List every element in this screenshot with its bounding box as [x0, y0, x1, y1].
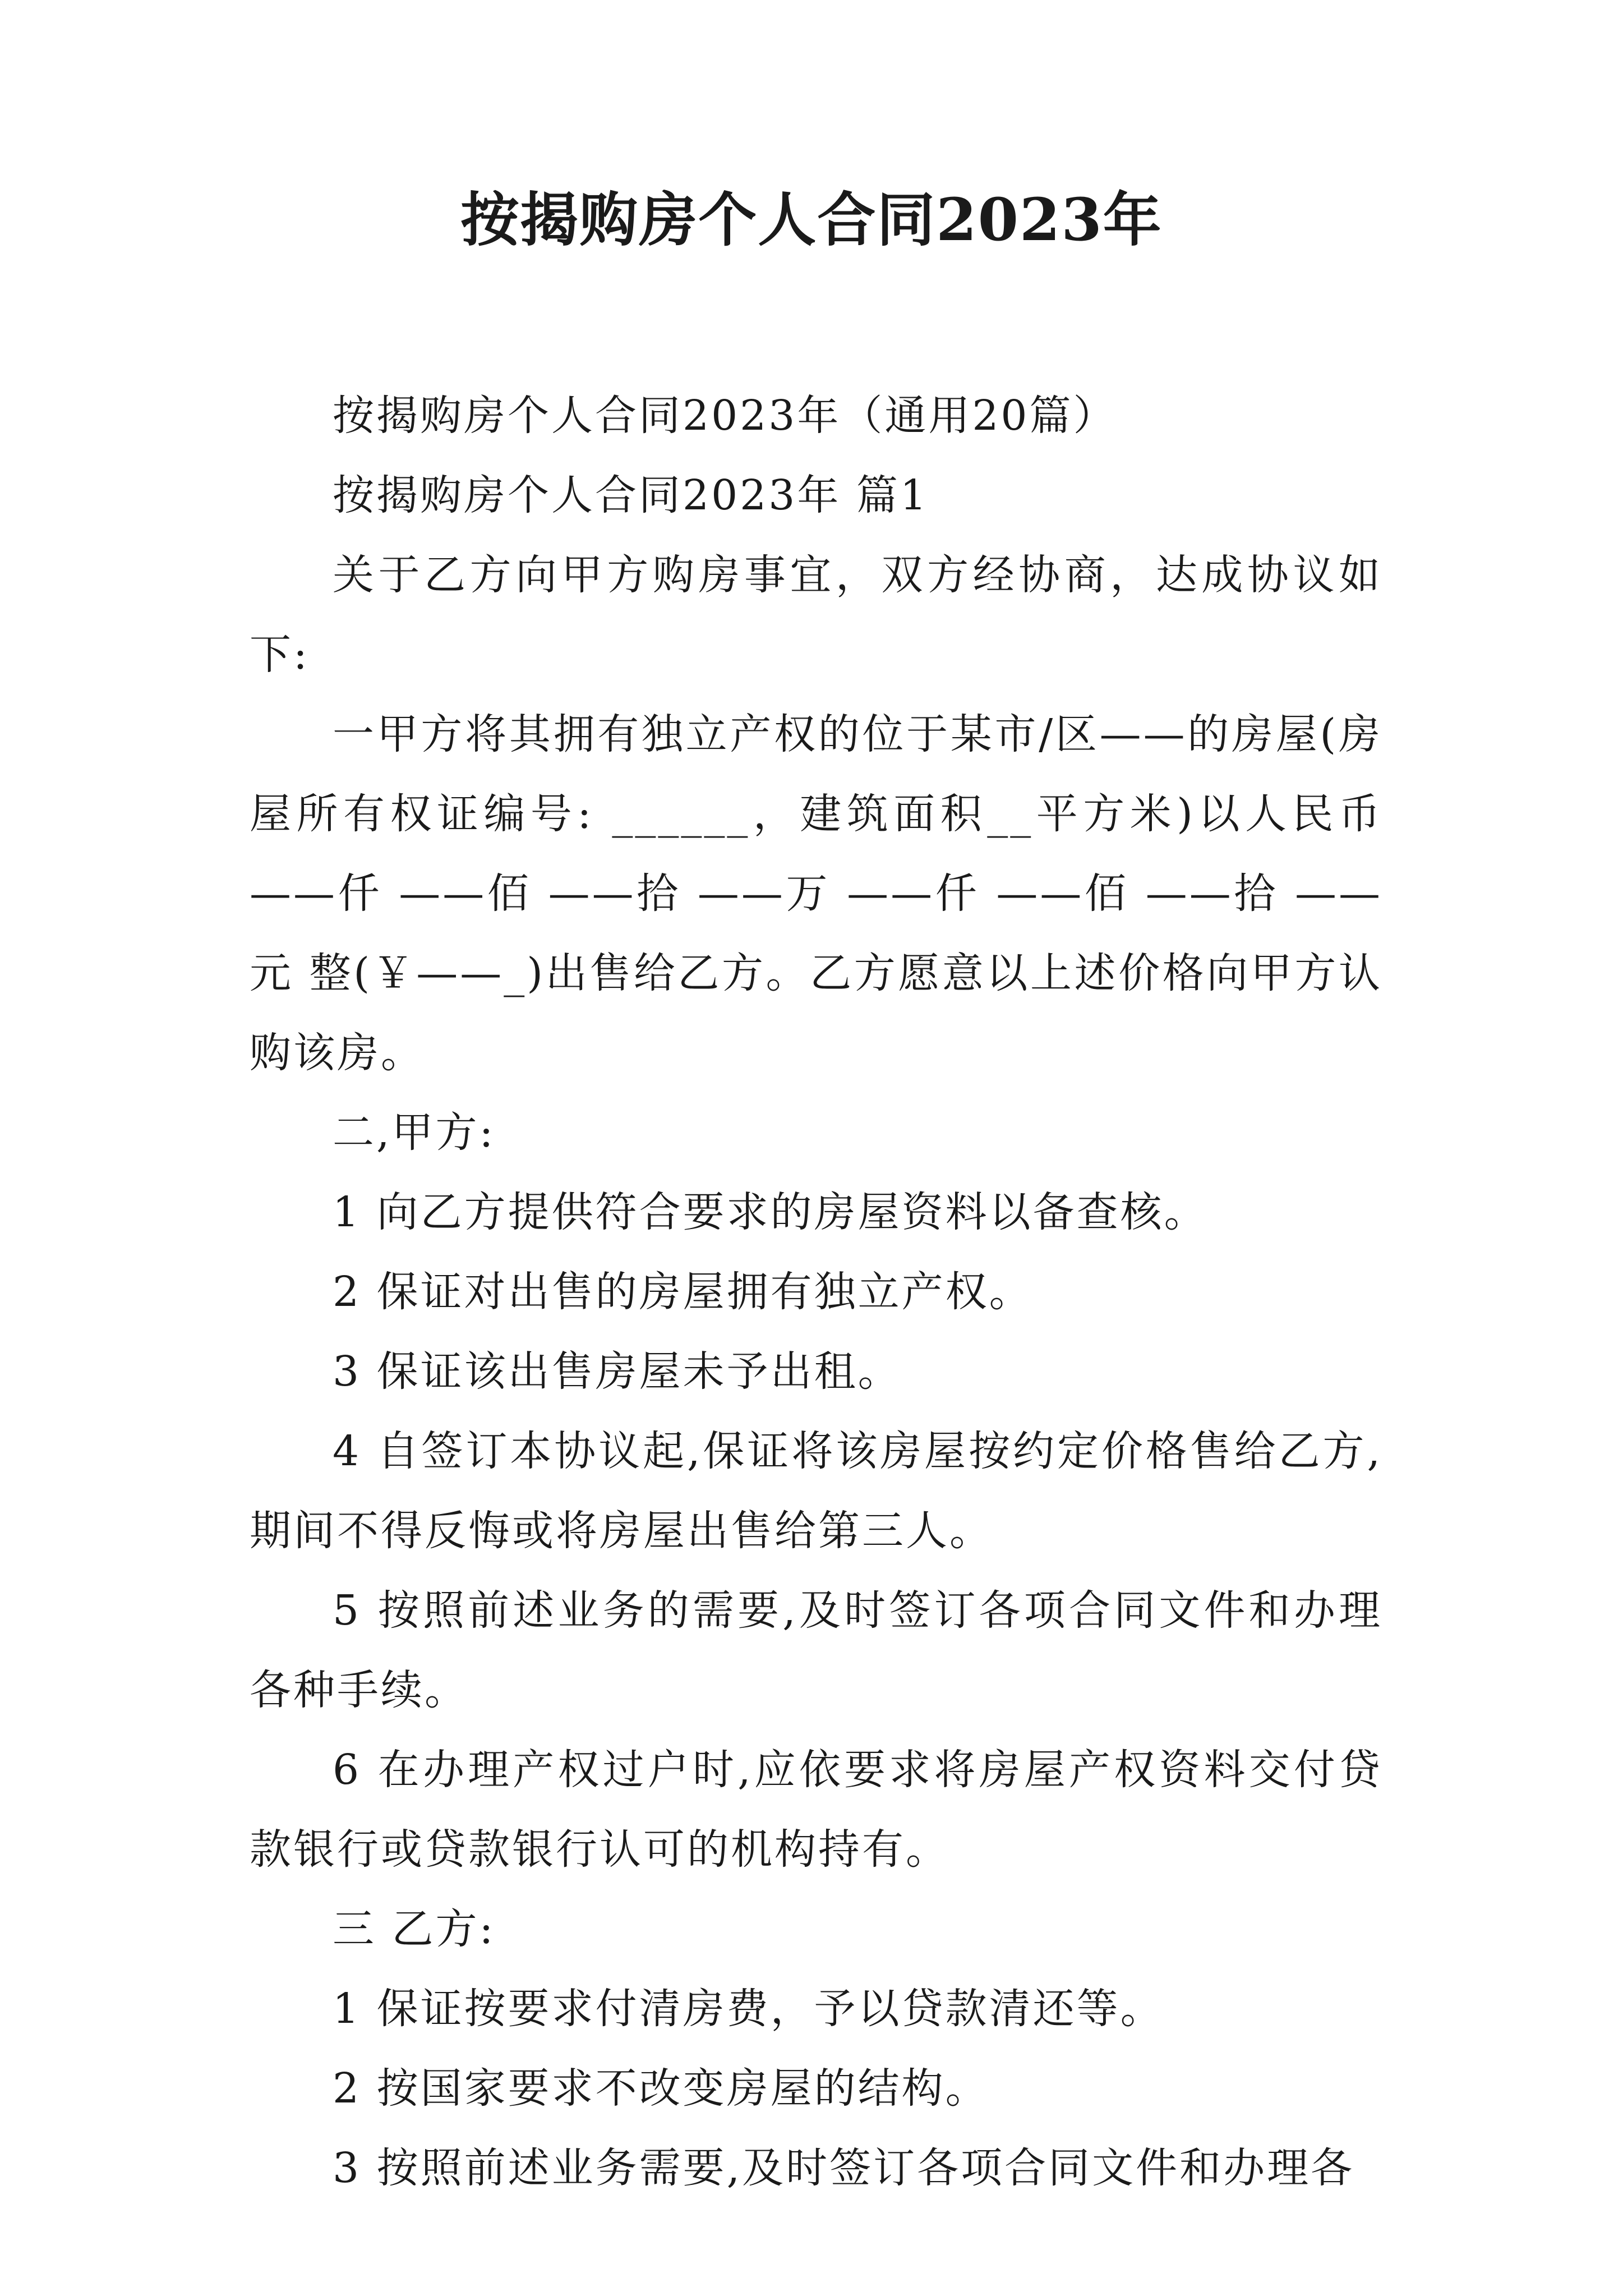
paragraph-party-b-item-2: 2 按国家要求不改变房屋的结构。 — [333, 2064, 989, 2113]
paragraph-party-a-item-4: 4 自签订本协议起,保证将该房屋按约定价格售给乙方,期间不得反悔或将房屋出售给第三人。 — [250, 1427, 1382, 1555]
paragraph-clause-3-heading: 三 乙方: — [333, 1905, 496, 1953]
paragraph-clause-1: 一甲方将其拥有独立产权的位于某市/区——的房屋(房屋所有权证编号: ______，建筑面积__平方米)以人民币——仟 ——佰 ——拾 ——万 ——仟 ——佰 ——拾 ——元 整(￥——_)出售给乙方。乙方愿意以上述价格向甲方认购该房。 — [250, 710, 1382, 1077]
paragraph-party-a-item-3: 3 保证该出售房屋未予出租。 — [333, 1347, 902, 1396]
paragraph-party-b-item-3: 3 按照前述业务需要,及时签订各项合同文件和办理各 — [333, 2144, 1355, 2192]
paragraph-party-a-item-6: 6 在办理产权过户时,应依要求将房屋产权资料交付贷款银行或贷款银行认可的机构持有。 — [250, 1746, 1382, 1874]
paragraph-party-a-item-2: 2 保证对出售的房屋拥有独立产权。 — [333, 1268, 1033, 1316]
paragraph-section-heading: 按揭购房个人合同2023年 篇1 — [333, 471, 929, 519]
paragraph-subtitle: 按揭购房个人合同2023年（通用20篇） — [333, 392, 1117, 440]
paragraph-party-a-item-5: 5 按照前述业务的需要,及时签订各项合同文件和办理各种手续。 — [250, 1586, 1382, 1714]
document-body — [250, 376, 1382, 2208]
paragraph-intro: 关于乙方向甲方购房事宜，双方经协商，达成协议如下: — [250, 551, 1382, 679]
document-title: 按揭购房个人合同2023年 — [460, 185, 1163, 254]
paragraph-party-b-item-1: 1 保证按要求付清房费，予以贷款清还等。 — [333, 1985, 1164, 2033]
paragraph-clause-2-heading: 二,甲方: — [333, 1108, 496, 1157]
paragraph-party-a-item-1: 1 向乙方提供符合要求的房屋资料以备查核。 — [333, 1188, 1208, 1236]
